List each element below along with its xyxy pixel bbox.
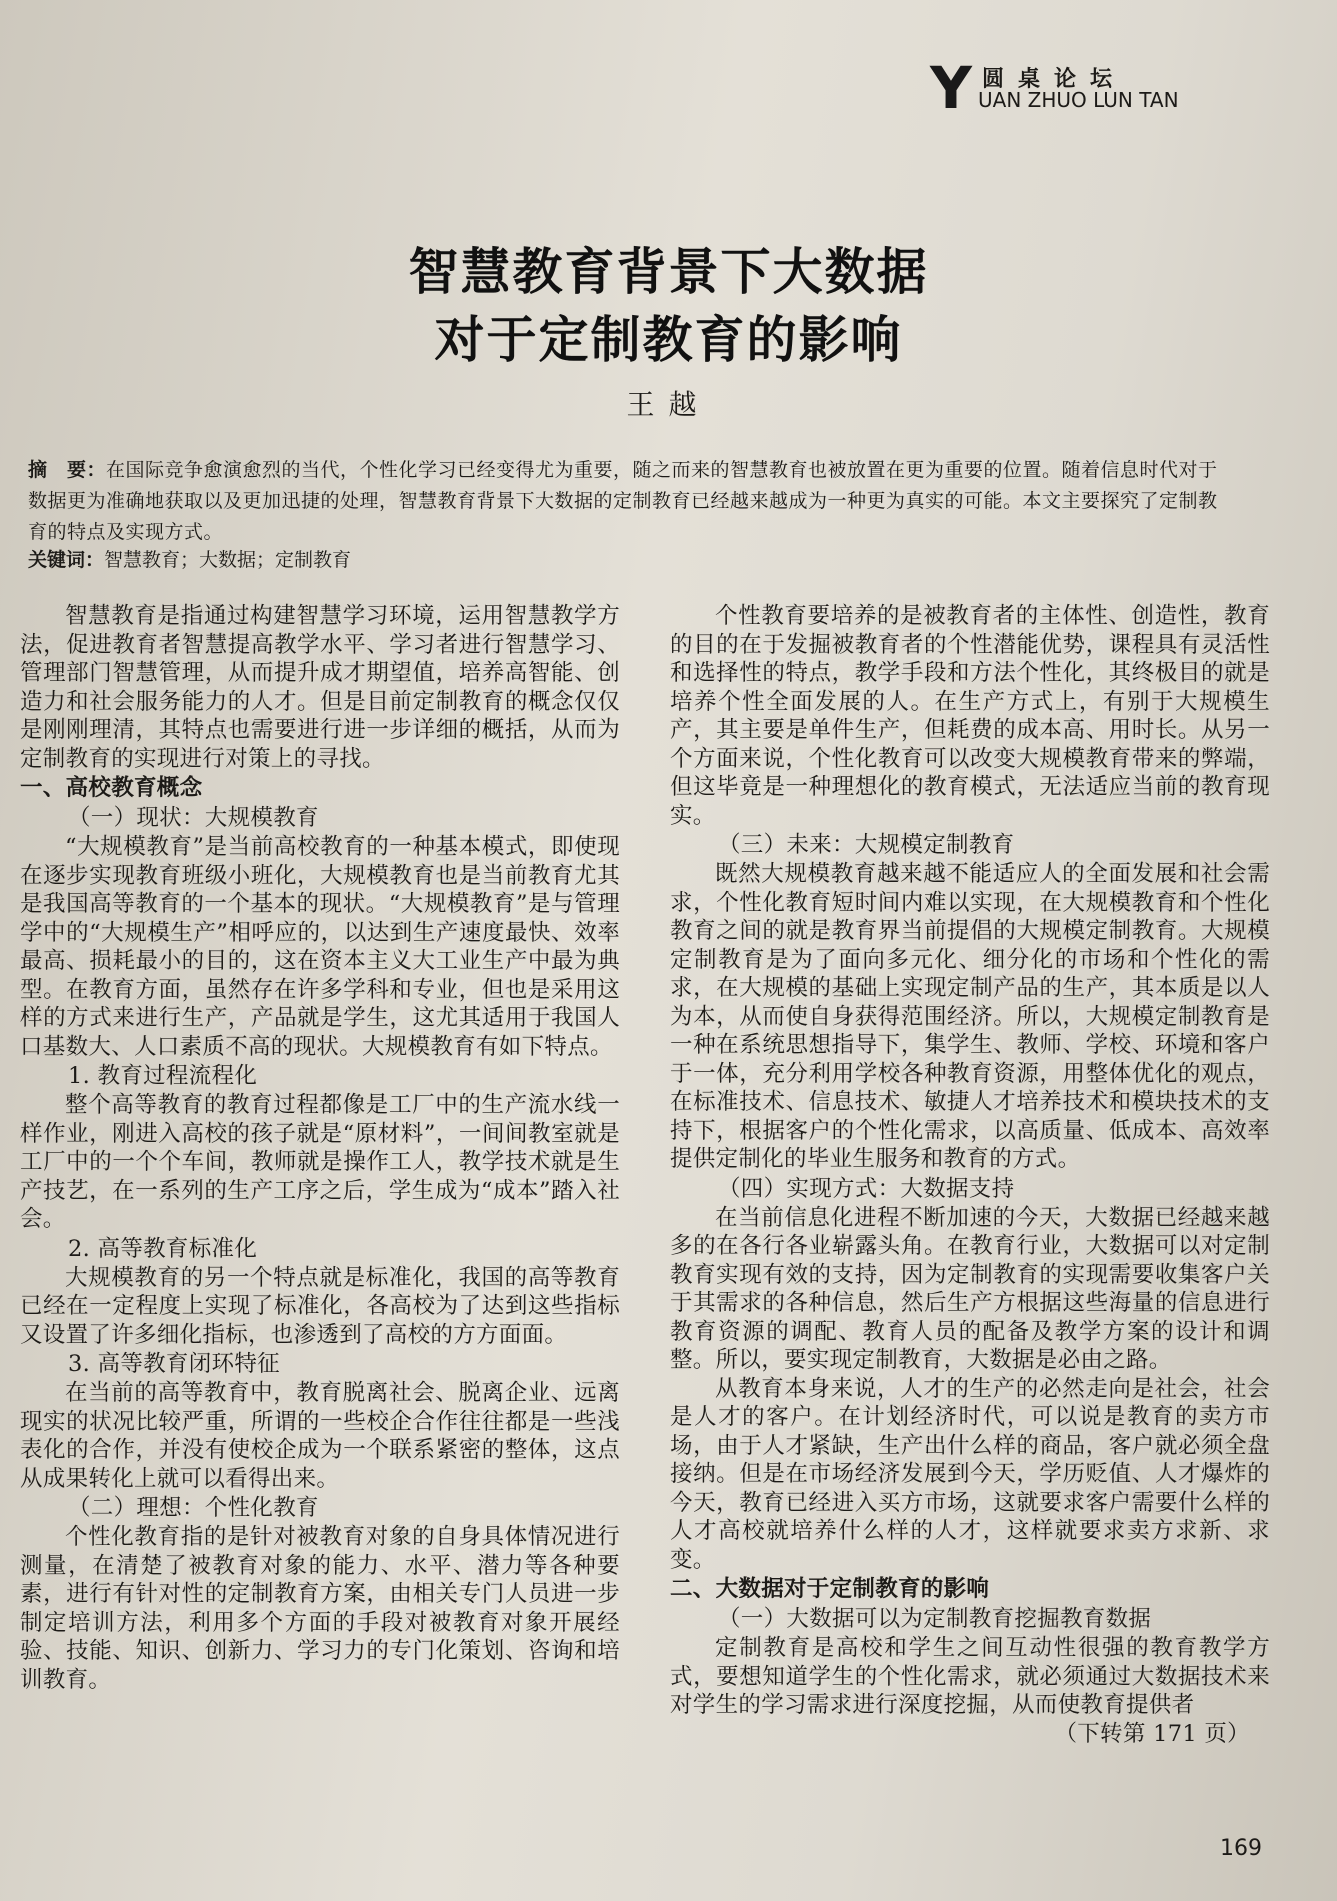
logo-english: UAN ZHUO LUN TAN (978, 88, 1179, 112)
article-author: 王越 (626, 388, 711, 421)
subsection-heading: 1. 教育过程流程化 (68, 1063, 258, 1089)
paragraph: “大规模教育”是当前高校教育的一种基本模式，即使现在逐步实现教育班级小班化，大规模教育也是当前教育尤其是我国高等教育的一个基本的现状。“大规模教育”是与管理学中的“大规模生产”相呼应的，以达到生产速度最快、效率最高、损耗最小的目的，这在资本主义大工业生产中最为典型。在教育方面，虽然存在许多学科和专业，但也是采用这样的方式来进行生产，产品就是学生，这尤其适用于我国人口基数大、人口素质不高的现状。大规模教育有如下特点。 (20, 834, 620, 1060)
section-heading: 二、大数据对于定制教育的影响 (670, 1576, 990, 1602)
article-title-line1: 智慧教育背景下大数据 (408, 243, 929, 301)
paragraph: 既然大规模教育越来越不能适应人的全面发展和社会需求，个性化教育短时间内难以实现，在大规模教育和个性化教育之间的就是教育界当前提倡的大规模定制教育。大规模定制教育是为了面向多元化、细分化的市场和个性化的需求，在大规模的基础上实现定制产品的生产，其本质是以人为本，从而使自身获得范围经济。所以，大规模定制教育是一种在系统思想指导下，集学生、教师、学校、环境和客户于一体，充分利用学校各种教育资源，用整体优化的观点，在标准技术、信息技术、敏捷人才培养技术和模块技术的支持下，根据客户的个性化需求，以高质量、低成本、高效率提供定制化的毕业生服务和教育的方式。 (670, 861, 1270, 1172)
article-title-line2: 对于定制教育的影响 (434, 311, 903, 369)
subsection-heading: （二）理想：个性化教育 (68, 1495, 319, 1521)
abstract (28, 455, 1228, 548)
abstract-label: 摘 要： (28, 459, 107, 481)
right-column (670, 602, 1270, 1748)
column-logo (930, 54, 1200, 122)
page-number: 169 (1220, 1836, 1262, 1861)
paragraph: 大规模教育的另一个特点就是标准化，我国的高等教育已经在一定程度上实现了标准化，各高校为了达到这些指标又设置了许多细化指标，也渗透到了高校的方方面面。 (20, 1264, 620, 1348)
subsection-heading: 3. 高等教育闭环特征 (68, 1351, 280, 1377)
subsection-heading: （三）未来：大规模定制教育 (718, 832, 1015, 858)
abstract-text: 在国际竞争愈演愈烈的当代，个性化学习已经变得尤为重要，随之而来的智慧教育也被放置在更为重要的位置。随着信息时代对于数据更为准确地获取以及更加迅捷的处理，智慧教育背景下大数据的定制教育已经越来越成为一种更为真实的可能。本文主要探究了定制教育的特点及实现方式。 (28, 459, 1218, 543)
paragraph: 智慧教育是指通过构建智慧学习环境，运用智慧教学方法，促进教育者智慧提高教学水平、学习者进行智慧学习、管理部门智慧管理，从而提升成才期望值，培养高智能、创造力和社会服务能力的人才。但是目前定制教育的概念仅仅是刚刚理清，其特点也需要进行进一步详细的概括，从而为定制教育的实现进行对策上的寻找。 (20, 603, 620, 772)
subsection-heading: （一）大数据可以为定制教育挖掘教育数据 (718, 1606, 1152, 1632)
paragraph: 在当前的高等教育中，教育脱离社会、脱离企业、远离现实的状况比较严重，所谓的一些校企合作往往都是一些浅表化的合作，并没有使校企成为一个联系紧密的整体，这点从成果转化上就可以看得出来。 (20, 1380, 620, 1492)
left-column (20, 602, 620, 1694)
paragraph: 个性教育要培养的是被教育者的主体性、创造性，教育的目的在于发掘被教育者的个性潜能优势，课程具有灵活性和选择性的特点，教学手段和方法个性化，其终极目的就是培养个性全面发展的人。在生产方式上，有别于大规模生产，其主要是单件生产，但耗费的成本高、用时长。从另一个方面来说，个性化教育可以改变大规模教育带来的弊端，但这毕竟是一种理想化的教育模式，无法适应当前的教育现实。 (670, 603, 1270, 829)
logo-letter: Y (930, 54, 972, 122)
keywords-label: 关键词： (28, 549, 105, 571)
paragraph: 在当前信息化进程不断加速的今天，大数据已经越来越多的在各行各业崭露头角。在教育行业，大数据可以对定制教育实现有效的支持，因为定制教育的实现需要收集客户关于其需求的各种信息，然后生产方根据这些海量的信息进行教育资源的调配、教育人员的配备及教学方案的设计和调整。所以，要实现定制教育，大数据是必由之路。 (670, 1204, 1270, 1373)
paragraph: 定制教育是高校和学生之间互动性很强的教育教学方式，要想知道学生的个性化需求，就必须通过大数据技术来对学生的学习需求进行深度挖掘，从而使教育提供者 (670, 1635, 1270, 1718)
paragraph: 整个高等教育的教育过程都像是工厂中的生产流水线一样作业，刚进入高校的孩子就是“原材料”，一间间教室就是工厂中的一个个车间，教师就是操作工人，教学技术就是生产技艺，在一系列的生产工序之后，学生成为“成本”踏入社会。 (20, 1092, 620, 1232)
subsection-heading: （一）现状：大规模教育 (68, 805, 319, 831)
subsection-heading: （四）实现方式：大数据支持 (718, 1175, 1015, 1202)
logo-chinese: 圆桌论坛 (982, 66, 1127, 92)
keywords-text: 智慧教育；大数据；定制教育 (104, 549, 352, 571)
paragraph: 从教育本身来说，人才的生产的必然走向是社会，社会是人才的客户。在计划经济时代，可以说是教育的卖方市场，由于人才紧缺，生产出什么样的商品，客户就必须全盘接纳。但是在市场经济发展到今天，学历贬值、人才爆炸的今天，教育已经进入买方市场，这就要求客户需要什么样的人才高校就培养什么样的人才，这样就要求卖方求新、求变。 (670, 1375, 1270, 1573)
subsection-heading: 2. 高等教育标准化 (68, 1235, 258, 1262)
continued-note: （下转第 171 页） (1054, 1720, 1250, 1747)
keywords (28, 545, 1228, 575)
section-heading: 一、高校教育概念 (20, 775, 203, 801)
paragraph: 个性化教育指的是针对被教育对象的自身具体情况进行测量，在清楚了被教育对象的能力、水平、潜力等各种要素，进行有针对性的定制教育方案，由相关专门人员进一步制定培训方法，利用多个方面的手段对被教育对象开展经验、技能、知识、创新力、学习力的专门化策划、咨询和培训教育。 (20, 1524, 620, 1693)
